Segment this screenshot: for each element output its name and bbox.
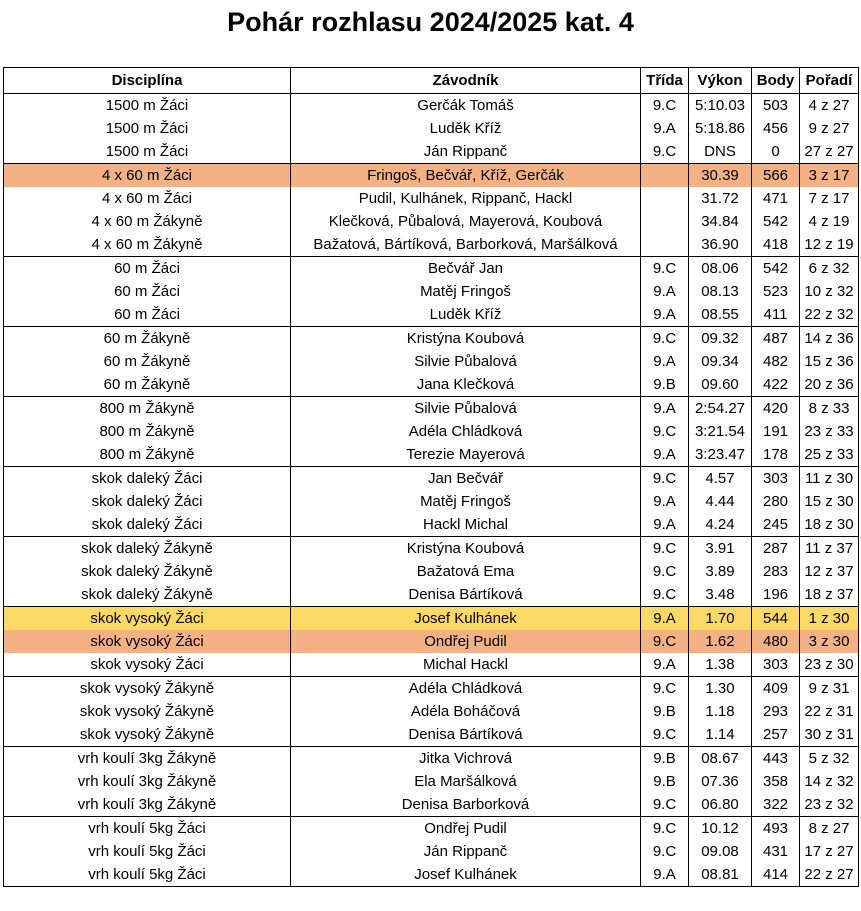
class-cell: 9.C [641,840,689,863]
class-cell: 9.C [641,140,689,164]
rank-cell: 7 z 17 [800,187,859,210]
athlete-cell: Klečková, Půbalová, Mayerová, Koubová [291,210,641,233]
discipline-cell: skok daleký Žáci [4,513,291,537]
athlete-cell: Kristýna Koubová [291,537,641,561]
table-row [4,700,859,723]
rank-cell: 22 z 31 [800,700,859,723]
table-row [4,653,859,677]
points-cell: 542 [752,257,800,281]
rank-cell: 1 z 30 [800,607,859,631]
rank-cell: 30 z 31 [800,723,859,747]
class-cell: 9.B [641,747,689,771]
class-cell: 9.C [641,817,689,841]
points-cell: 409 [752,677,800,701]
athlete-cell: Gerčák Tomáš [291,94,641,118]
discipline-cell: 60 m Žáci [4,257,291,281]
athlete-cell: Hackl Michal [291,513,641,537]
points-cell: 542 [752,210,800,233]
points-cell: 358 [752,770,800,793]
athlete-cell: Denisa Barborková [291,793,641,817]
table-row [4,770,859,793]
discipline-cell: 4 x 60 m Žáci [4,164,291,188]
performance-cell: 4.57 [689,467,752,491]
class-cell: 9.C [641,723,689,747]
points-cell: 482 [752,350,800,373]
class-cell: 9.B [641,700,689,723]
discipline-cell: vrh koulí 3kg Žákyně [4,747,291,771]
rank-cell: 14 z 32 [800,770,859,793]
table-row [4,303,859,327]
class-cell [641,233,689,257]
table-row [4,817,859,841]
points-cell: 566 [752,164,800,188]
rank-cell: 22 z 27 [800,863,859,887]
athlete-cell: Pudil, Kulhánek, Rippanč, Hackl [291,187,641,210]
discipline-cell: skok vysoký Žákyně [4,723,291,747]
discipline-cell: vrh koulí 3kg Žákyně [4,793,291,817]
athlete-cell: Ela Maršálková [291,770,641,793]
performance-cell: 1.38 [689,653,752,677]
points-cell: 196 [752,583,800,607]
class-cell: 9.C [641,677,689,701]
class-cell: 9.A [641,490,689,513]
rank-cell: 3 z 30 [800,630,859,653]
points-cell: 322 [752,793,800,817]
table-row [4,513,859,537]
discipline-cell: skok vysoký Žáci [4,653,291,677]
performance-cell: 09.08 [689,840,752,863]
discipline-cell: skok daleký Žákyně [4,583,291,607]
discipline-cell: skok vysoký Žáci [4,607,291,631]
athlete-cell: Ondřej Pudil [291,630,641,653]
performance-cell: 10.12 [689,817,752,841]
discipline-cell: 4 x 60 m Žákyně [4,210,291,233]
page-title: Pohár rozhlasu 2024/2025 kat. 4 [227,7,634,37]
table-row [4,863,859,887]
class-cell: 9.C [641,327,689,351]
performance-cell: 08.13 [689,280,752,303]
rank-cell: 18 z 30 [800,513,859,537]
points-cell: 418 [752,233,800,257]
rank-cell: 23 z 30 [800,653,859,677]
class-cell [641,187,689,210]
points-cell: 411 [752,303,800,327]
discipline-cell: 800 m Žákyně [4,397,291,421]
discipline-cell: skok vysoký Žákyně [4,677,291,701]
results-table [3,67,859,887]
performance-cell: 30.39 [689,164,752,188]
athlete-cell: Kristýna Koubová [291,327,641,351]
table-row [4,210,859,233]
table-row [4,164,859,188]
table-row [4,840,859,863]
discipline-cell: 60 m Žáci [4,280,291,303]
class-cell [641,210,689,233]
athlete-cell: Fringoš, Bečvář, Kříž, Gerčák [291,164,641,188]
class-cell: 9.A [641,607,689,631]
athlete-cell: Ján Rippanč [291,140,641,164]
discipline-cell: vrh koulí 5kg Žáci [4,840,291,863]
table-row [4,677,859,701]
athlete-cell: Ján Rippanč [291,840,641,863]
points-cell: 523 [752,280,800,303]
rank-cell: 15 z 30 [800,490,859,513]
table-row [4,140,859,164]
class-cell: 9.C [641,94,689,118]
class-cell: 9.C [641,537,689,561]
rank-cell: 18 z 37 [800,583,859,607]
table-row [4,560,859,583]
discipline-cell: skok vysoký Žákyně [4,700,291,723]
rank-cell: 11 z 30 [800,467,859,491]
discipline-cell: 60 m Žákyně [4,327,291,351]
performance-cell: 3:23.47 [689,443,752,467]
discipline-cell: vrh koulí 5kg Žáci [4,863,291,887]
discipline-cell: vrh koulí 3kg Žákyně [4,770,291,793]
discipline-cell: 800 m Žákyně [4,420,291,443]
class-cell: 9.A [641,280,689,303]
performance-cell: 3.48 [689,583,752,607]
header-rank: Pořadí [800,68,859,94]
class-cell: 9.A [641,863,689,887]
performance-cell: 08.67 [689,747,752,771]
points-cell: 544 [752,607,800,631]
table-row [4,257,859,281]
table-row [4,187,859,210]
table-row [4,233,859,257]
points-cell: 480 [752,630,800,653]
athlete-cell: Matěj Fringoš [291,490,641,513]
class-cell: 9.C [641,583,689,607]
athlete-cell: Ondřej Pudil [291,817,641,841]
athlete-cell: Adéla Chládková [291,677,641,701]
rank-cell: 11 z 37 [800,537,859,561]
points-cell: 431 [752,840,800,863]
points-cell: 191 [752,420,800,443]
performance-cell: 1.62 [689,630,752,653]
table-row [4,420,859,443]
rank-cell: 17 z 27 [800,840,859,863]
performance-cell: 1.70 [689,607,752,631]
points-cell: 487 [752,327,800,351]
athlete-cell: Bažatová Ema [291,560,641,583]
points-cell: 287 [752,537,800,561]
rank-cell: 4 z 19 [800,210,859,233]
class-cell: 9.A [641,117,689,140]
athlete-cell: Adéla Boháčová [291,700,641,723]
header-athlete: Závodník [291,68,641,94]
class-cell: 9.C [641,467,689,491]
header-discipline: Disciplína [4,68,291,94]
athlete-cell: Bažatová, Bártíková, Barborková, Maršálková [291,233,641,257]
performance-cell: 1.18 [689,700,752,723]
athlete-cell: Josef Kulhánek [291,863,641,887]
performance-cell: 34.84 [689,210,752,233]
table-row [4,467,859,491]
athlete-cell: Luděk Kříž [291,303,641,327]
discipline-cell: skok daleký Žáci [4,467,291,491]
rank-cell: 8 z 27 [800,817,859,841]
rank-cell: 27 z 27 [800,140,859,164]
performance-cell: 07.36 [689,770,752,793]
header-performance: Výkon [689,68,752,94]
points-cell: 303 [752,467,800,491]
performance-cell: 08.06 [689,257,752,281]
points-cell: 0 [752,140,800,164]
points-cell: 303 [752,653,800,677]
class-cell: 9.A [641,653,689,677]
table-row [4,723,859,747]
points-cell: 245 [752,513,800,537]
athlete-cell: Jan Bečvář [291,467,641,491]
performance-cell: 3.89 [689,560,752,583]
rank-cell: 3 z 17 [800,164,859,188]
performance-cell: 09.32 [689,327,752,351]
rank-cell: 23 z 33 [800,420,859,443]
discipline-cell: 4 x 60 m Žáci [4,187,291,210]
class-cell: 9.B [641,373,689,397]
rank-cell: 12 z 19 [800,233,859,257]
athlete-cell: Silvie Půbalová [291,397,641,421]
rank-cell: 20 z 36 [800,373,859,397]
performance-cell: 31.72 [689,187,752,210]
class-cell: 9.A [641,513,689,537]
athlete-cell: Michal Hackl [291,653,641,677]
discipline-cell: skok daleký Žákyně [4,560,291,583]
performance-cell: 08.55 [689,303,752,327]
athlete-cell: Silvie Půbalová [291,350,641,373]
class-cell: 9.C [641,630,689,653]
rank-cell: 14 z 36 [800,327,859,351]
class-cell: 9.C [641,793,689,817]
rank-cell: 5 z 32 [800,747,859,771]
discipline-cell: 60 m Žáci [4,303,291,327]
points-cell: 280 [752,490,800,513]
athlete-cell: Luděk Kříž [291,117,641,140]
performance-cell: 08.81 [689,863,752,887]
performance-cell: 1.14 [689,723,752,747]
rank-cell: 15 z 36 [800,350,859,373]
class-cell: 9.B [641,770,689,793]
class-cell: 9.A [641,397,689,421]
discipline-cell: skok daleký Žáci [4,490,291,513]
table-row [4,793,859,817]
athlete-cell: Denisa Bártíková [291,583,641,607]
points-cell: 283 [752,560,800,583]
table-row [4,350,859,373]
rank-cell: 9 z 31 [800,677,859,701]
table-row [4,327,859,351]
rank-cell: 8 z 33 [800,397,859,421]
points-cell: 471 [752,187,800,210]
discipline-cell: skok vysoký Žáci [4,630,291,653]
rank-cell: 6 z 32 [800,257,859,281]
performance-cell: 5:10.03 [689,94,752,118]
points-cell: 422 [752,373,800,397]
performance-cell: DNS [689,140,752,164]
class-cell: 9.A [641,443,689,467]
athlete-cell: Denisa Bártíková [291,723,641,747]
performance-cell: 3.91 [689,537,752,561]
rank-cell: 25 z 33 [800,443,859,467]
discipline-cell: 1500 m Žáci [4,94,291,118]
header-row [4,68,859,94]
athlete-cell: Adéla Chládková [291,420,641,443]
athlete-cell: Bečvář Jan [291,257,641,281]
table-body [4,94,859,887]
points-cell: 420 [752,397,800,421]
performance-cell: 36.90 [689,233,752,257]
points-cell: 257 [752,723,800,747]
rank-cell: 4 z 27 [800,94,859,118]
table-row [4,373,859,397]
table-row [4,117,859,140]
athlete-cell: Jana Klečková [291,373,641,397]
class-cell: 9.C [641,257,689,281]
table-row [4,747,859,771]
discipline-cell: skok daleký Žákyně [4,537,291,561]
rank-cell: 22 z 32 [800,303,859,327]
performance-cell: 2:54.27 [689,397,752,421]
table-row [4,630,859,653]
athlete-cell: Terezie Mayerová [291,443,641,467]
class-cell: 9.C [641,420,689,443]
performance-cell: 4.44 [689,490,752,513]
performance-cell: 1.30 [689,677,752,701]
table-row [4,537,859,561]
performance-cell: 09.34 [689,350,752,373]
points-cell: 456 [752,117,800,140]
discipline-cell: vrh koulí 5kg Žáci [4,817,291,841]
header-points: Body [752,68,800,94]
athlete-cell: Josef Kulhánek [291,607,641,631]
points-cell: 293 [752,700,800,723]
discipline-cell: 60 m Žákyně [4,350,291,373]
discipline-cell: 60 m Žákyně [4,373,291,397]
performance-cell: 4.24 [689,513,752,537]
class-cell: 9.A [641,303,689,327]
points-cell: 493 [752,817,800,841]
table-row [4,94,859,118]
discipline-cell: 1500 m Žáci [4,140,291,164]
points-cell: 443 [752,747,800,771]
class-cell [641,164,689,188]
table-row [4,280,859,303]
athlete-cell: Jitka Vichrová [291,747,641,771]
rank-cell: 10 z 32 [800,280,859,303]
class-cell: 9.C [641,560,689,583]
table-row [4,443,859,467]
rank-cell: 23 z 32 [800,793,859,817]
table-row [4,583,859,607]
performance-cell: 09.60 [689,373,752,397]
discipline-cell: 4 x 60 m Žákyně [4,233,291,257]
athlete-cell: Matěj Fringoš [291,280,641,303]
points-cell: 414 [752,863,800,887]
discipline-cell: 1500 m Žáci [4,117,291,140]
performance-cell: 3:21.54 [689,420,752,443]
table-row [4,607,859,631]
table-row [4,490,859,513]
performance-cell: 06.80 [689,793,752,817]
class-cell: 9.A [641,350,689,373]
rank-cell: 12 z 37 [800,560,859,583]
rank-cell: 9 z 27 [800,117,859,140]
header-class: Třída [641,68,689,94]
points-cell: 503 [752,94,800,118]
discipline-cell: 800 m Žákyně [4,443,291,467]
table-row [4,397,859,421]
performance-cell: 5:18.86 [689,117,752,140]
points-cell: 178 [752,443,800,467]
